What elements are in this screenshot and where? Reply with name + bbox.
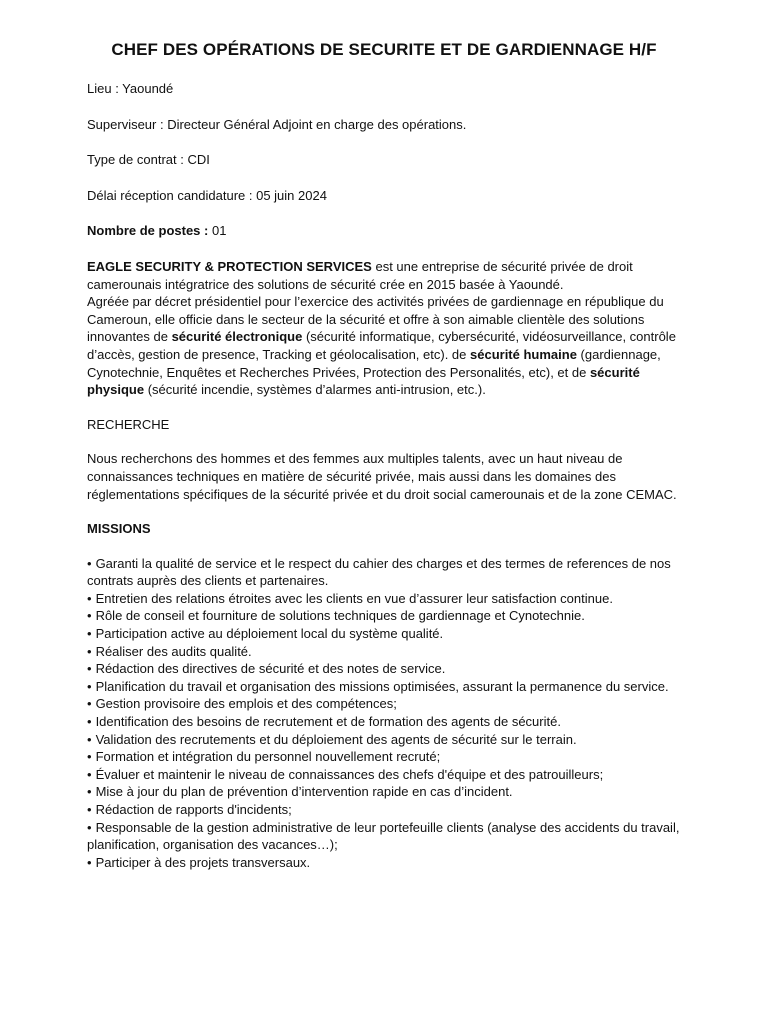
recherche-heading: RECHERCHE [87,416,170,432]
missions-heading: MISSIONS [87,521,151,537]
list-item: • Garanti la qualité de service et le respect du cahier des charges et des termes de references de nos contrats auprès des clients et partenaires. [87,555,671,589]
positions-label: Nombre de postes : [87,223,209,239]
document-body [87,80,699,871]
physical-security-label: sécurité physique [87,364,640,398]
list-item: • Participer à des projets transversaux. [87,854,311,870]
supervisor-line: Superviseur : Directeur Général Adjoint en charge des opérations. [87,116,467,132]
list-item: • Mise à jour du plan de prévention d’intervention rapide en cas d’incident. [87,784,513,800]
company-name: EAGLE SECURITY & PROTECTION SERVICES [87,258,372,274]
company-description: Agréée par décret présidentiel pour l’exercice des activités privées de gardiennage en république du Cameroun, elle officie dans le secteur de la sécurité et offre à son aimable clientèle des solutions innovantes de sécurité électronique (sécurité informatique, cybersécurité, vidéosurveillance, contrôle d’accès, gestion de presence, Tracking et géolocalisation, etc). de sécurité humaine (gardiennage, Cynotechnie, Enquêtes et Recherches Privées, Protection des Personalités, etc), et de sécurité physique (sécurité incendie, systèmes d’alarmes anti-intrusion, etc.). [87,294,676,398]
company-intro: EAGLE SECURITY & PROTECTION SERVICES est une entreprise de sécurité privée de droit camerounais intégratrice des solutions de sécurité crée en 2015 basée à Yaoundé. [87,258,633,292]
recherche-text: Nous recherchons des hommes et des femmes aux multiples talents, avec un haut niveau de connaissances techniques en matière de sécurité privée, mais aussi dans les domaines des réglementations spécifiques de la sécurité privée et du droit social camerounais et de la zone CEMAC. [87,451,677,502]
list-item: • Rôle de conseil et fourniture de solutions techniques de gardiennage et Cynotechnie. [87,608,585,624]
missions-list [87,555,699,872]
list-item: • Rédaction des directives de sécurité et des notes de service. [87,661,446,677]
positions-line [87,222,699,240]
list-item: • Planification du travail et organisation des missions optimisées, assurant la permanence du service. [87,678,669,694]
positions-value: 01 [208,223,227,239]
deadline-line: Délai réception candidature : 05 juin 2024 [87,187,327,203]
list-item: • Identification des besoins de recrutement et de formation des agents de sécurité. [87,714,561,730]
list-item: • Responsable de la gestion administrative de leur portefeuille clients (analyse des accidents du travail, planification, organisation des vacances…); [87,819,680,853]
list-item: • Réaliser des audits qualité. [87,643,252,659]
human-security-label: sécurité humaine [470,346,577,362]
page-title: CHEF DES OPÉRATIONS DE SECURITE ET DE GARDIENNAGE H/F [111,40,657,59]
list-item: • Évaluer et maintenir le niveau de connaissances des chefs d'équipe et des patrouilleurs; [87,766,604,782]
list-item: • Entretien des relations étroites avec les clients en vue d’assurer leur satisfaction continue. [87,590,613,606]
location-line: Lieu : Yaoundé [87,81,174,96]
list-item: • Validation des recrutements et du déploiement des agents de sécurité sur le terrain. [87,731,577,747]
contract-type-line: Type de contrat : CDI [87,152,210,168]
electronic-security-label: sécurité électronique [171,329,303,345]
list-item: • Gestion provisoire des emplois et des compétences; [87,696,397,712]
list-item: • Rédaction de rapports d'incidents; [87,802,292,817]
list-item: • Participation active au déploiement local du système qualité. [87,626,444,642]
list-item: • Formation et intégration du personnel nouvellement recruté; [87,749,441,765]
